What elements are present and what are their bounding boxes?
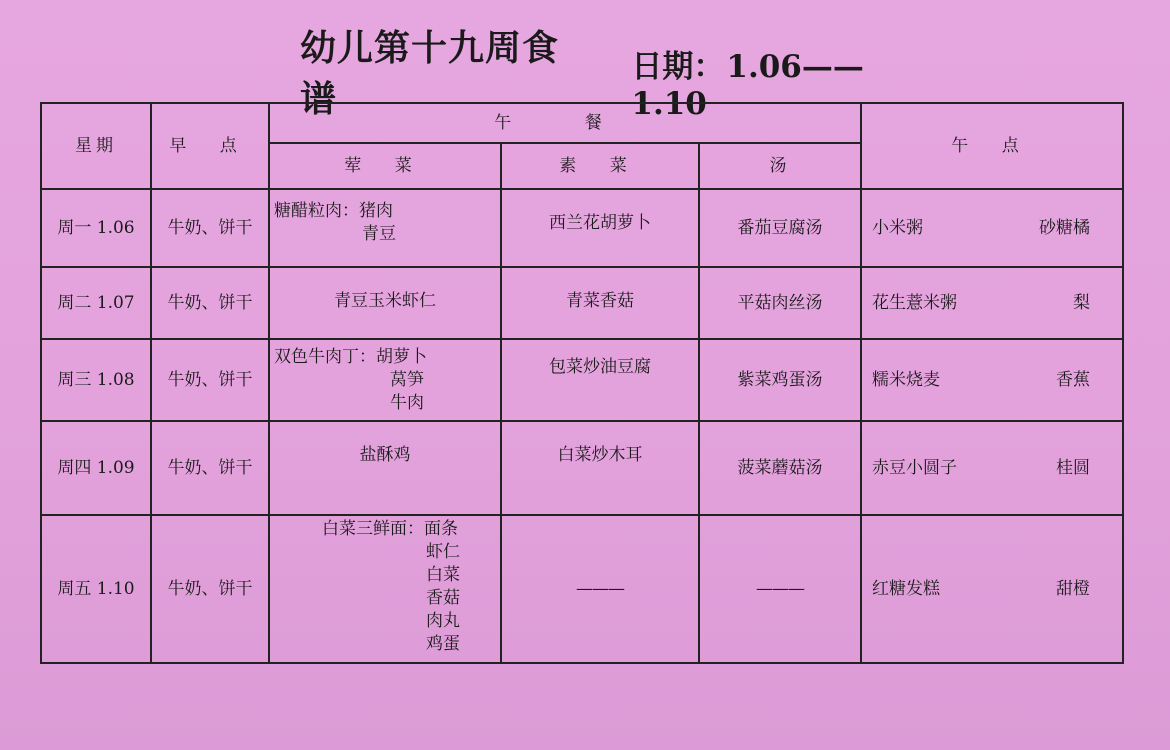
header-afternoon-snack: 午 点 [861, 103, 1123, 189]
meat-dish-line: 香菇 [426, 587, 460, 608]
snack-cell [861, 515, 1123, 663]
breakfast-cell: 牛奶、饼干 [151, 515, 269, 663]
veg-dish-cell: 包菜炒油豆腐 [501, 339, 699, 421]
menu-table-wrap [40, 102, 1122, 662]
header-weekday: 星期 [41, 103, 151, 189]
meat-dish-line: 糖醋粒肉：猪肉 [274, 201, 393, 221]
table-row [41, 421, 1123, 515]
snack-cell [861, 421, 1123, 515]
soup-cell: 菠菜蘑菇汤 [699, 421, 861, 515]
fruit-item: 香蕉 [1056, 369, 1090, 390]
meat-dish-line: 肉丸 [426, 610, 460, 631]
fruit-item: 甜橙 [1056, 578, 1090, 599]
meat-dish-line: 牛肉 [390, 392, 424, 413]
header-soup: 汤 [699, 143, 861, 189]
fruit-item: 梨 [1073, 292, 1090, 313]
breakfast-cell: 牛奶、饼干 [151, 421, 269, 515]
snack-item: 花生薏米粥 [872, 292, 957, 313]
meat-dish-line: 莴笋 [390, 369, 424, 390]
snack-cell [861, 267, 1123, 339]
header-meat-dish: 荤 菜 [269, 143, 501, 189]
header-veg-dish: 素 菜 [501, 143, 699, 189]
soup-cell: 平菇肉丝汤 [699, 267, 861, 339]
table-row [41, 189, 1123, 267]
veg-dish-cell: ——— [501, 515, 699, 663]
page-title: 幼儿第十九周食谱 [300, 27, 560, 120]
weekday-cell: 周三 1.08 [41, 339, 151, 421]
weekday-cell: 周五 1.10 [41, 515, 151, 663]
soup-cell: 紫菜鸡蛋汤 [699, 339, 861, 421]
snack-item: 红糖发糕 [872, 578, 940, 599]
meat-dish-line: 白菜 [426, 564, 460, 585]
meat-dish-cell [269, 515, 501, 663]
table-row [41, 515, 1123, 663]
meat-dish-line: 白菜三鲜面：面条 [322, 519, 458, 539]
meat-dish-line: 虾仁 [426, 541, 460, 562]
breakfast-cell: 牛奶、饼干 [151, 189, 269, 267]
snack-item: 糯米烧麦 [872, 369, 940, 390]
breakfast-cell: 牛奶、饼干 [151, 339, 269, 421]
meat-dish-cell: 青豆玉米虾仁 [269, 267, 501, 339]
meat-dish-cell: 盐酥鸡 [269, 421, 501, 515]
weekday-cell: 周二 1.07 [41, 267, 151, 339]
snack-cell [861, 339, 1123, 421]
header-lunch: 午 餐 [269, 103, 861, 143]
fruit-item: 桂圆 [1056, 457, 1090, 478]
meat-dish-line: 青豆 [362, 223, 396, 244]
soup-cell: ——— [699, 515, 861, 663]
fruit-item: 砂糖橘 [1039, 217, 1090, 238]
menu-table [40, 102, 1124, 664]
weekday-cell: 周一 1.06 [41, 189, 151, 267]
table-row [41, 339, 1123, 421]
veg-dish-cell: 白菜炒木耳 [501, 421, 699, 515]
date-label: 日期： [631, 49, 725, 85]
table-row [41, 267, 1123, 339]
veg-dish-cell: 西兰花胡萝卜 [501, 189, 699, 267]
snack-cell [861, 189, 1123, 267]
meat-dish-cell [269, 189, 501, 267]
veg-dish-cell: 青菜香菇 [501, 267, 699, 339]
date-value: 1.06——1.10 [631, 49, 864, 122]
meat-dish-cell [269, 339, 501, 421]
meat-dish-line: 鸡蛋 [426, 633, 460, 654]
soup-cell: 番茄豆腐汤 [699, 189, 861, 267]
meat-dish-line: 双色牛肉丁：胡萝卜 [274, 347, 427, 367]
breakfast-cell: 牛奶、饼干 [151, 267, 269, 339]
header-breakfast: 早 点 [151, 103, 269, 189]
snack-item: 赤豆小圆子 [872, 457, 957, 478]
snack-item: 小米粥 [872, 217, 923, 238]
weekday-cell: 周四 1.09 [41, 421, 151, 515]
